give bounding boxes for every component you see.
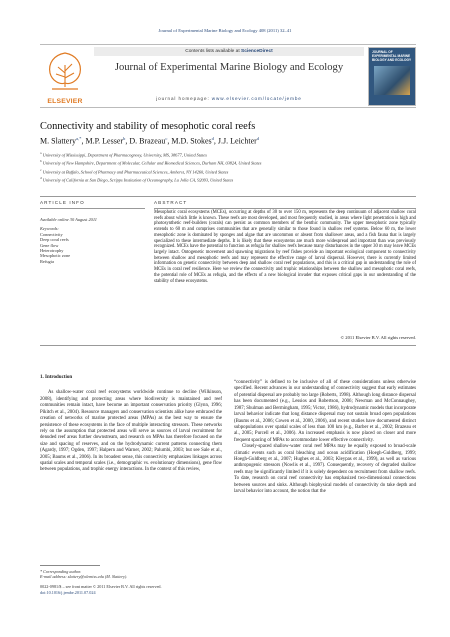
homepage-link[interactable]: www.elsevier.com/locate/jembe bbox=[211, 96, 302, 101]
body-paragraph: Closely-spaced shallow-water coral reef MPAs may be equally exposed to broad-scale climatic events such as coral bleaching and ocean acidification (Hoegh-Guldberg, 1999; Hoegh-Guldberg et al., 2007; Hughes et al., 2003; Kleypas et al., 1999), as well as various anthropogenic stressors (Nowlis et al., 1997). Consequently, recovery of degraded shallow reefs may be significantly limited if it is solely dependent on recruitment from shallow reefs. To date, research on coral reef connectivity has emphasized two-dimensional connections between sources and sinks. Although biophysical models of connectivity do take depth and larval behavior into account, the notion that the bbox=[234, 444, 416, 495]
article-history: Available online 30 August 2011 bbox=[40, 217, 97, 222]
cover-photo bbox=[374, 66, 410, 95]
divider bbox=[40, 345, 416, 346]
author-affil-link[interactable]: b bbox=[123, 136, 126, 141]
journal-banner bbox=[40, 44, 416, 108]
cover-title: JOURNAL OF EXPERIMENTAL MARINE BIOLOGY AND ECOLOGY bbox=[372, 50, 412, 62]
article-info bbox=[40, 217, 145, 264]
section-heading: 1. Introduction bbox=[40, 375, 73, 380]
affiliation: $^a$ University of Mississippi, Department of Pharmacognosy, University, MS, 38677, United States bbox=[40, 151, 207, 158]
body-paragraph: “connectivity” is defined to be inclusive of all of these considerations unless otherwise specified. Recent advances in our understanding of connectivity suggest that early estimates of potential dispersal are probably too large (Roberts, 1998). Although long distance dispersal has been documented (e.g., Lessios and Robertson, 2006; Newman and McConnaughey, 1987; Shulman and Bermingham, 1995; Victor, 1986), hydrodynamic models that incorporate larval behavior indicate that long distance dispersal may not sustain broad open populations (Baums et al., 2006; Cowen et al., 2000, 2006), and recent studies have documented distinct subpopulations over spatial scales of less than 100 km (e.g., Barber et al., 2002; Brazeau et al., 2005; Purcell et al., 2006). An increased emphasis is now placed on closer and more frequent spacing of MPAs to accommodate lower effective connectivity. bbox=[234, 380, 416, 443]
publisher-name: ELSEVIER bbox=[47, 98, 83, 105]
body-paragraph: As shallow-water coral reef ecosystems worldwide continue to decline (Wilkinson, 2008), identifying and protecting areas where biodiversity is maintained and reef communities remain intact, have become an important conservation priority (Glynn, 1996; Pikitch et al., 2004). Resource managers and conservation scientists alike have embraced the creation of networks of marine protected areas (MPAs) as the best way to ensure the persistence of these ecosystems in the face of multiple interacting stressors. These networks rely on the assumption that protected areas will serve as sources of larval recruitment for denuded reef areas further downstream, and research on MPAs has therefore focused on the size and spacing of reserves, and on the hydrodynamic current patterns connecting them (Agardy, 1997; Ogden, 1997; Halpern and Warner, 2002; Palumbi, 2003; but see Sale et al., 2005; Baums et al., 2006). In its broadest sense, this connectivity emphasizes linkages across spatial scales and temporal scales (i.e., demographic vs. evolutionary dimensions), gene flow between populations, and trophic energy interactions. In the context of this review, bbox=[40, 390, 222, 473]
journal-title: Journal of Experimental Marine Biology and Ecology bbox=[114, 62, 344, 73]
keyword: Heterotrophy bbox=[40, 248, 64, 254]
author: D. Brazeau bbox=[129, 136, 166, 146]
footnotes bbox=[40, 565, 222, 595]
elsevier-logo[interactable] bbox=[40, 47, 90, 105]
article-info-label: ARTICLE INFO bbox=[40, 200, 85, 205]
footnote-rule bbox=[40, 565, 100, 566]
author-affil-link[interactable]: d bbox=[256, 136, 260, 141]
journal-citation[interactable]: Journal of Experimental Marine Biology and Ecology 408 (2011) 32–41 bbox=[158, 28, 292, 33]
author-affil-link[interactable]: c bbox=[165, 136, 168, 141]
keyword: Deep coral reefs bbox=[40, 237, 69, 243]
doi-link[interactable]: doi:10.1016/j.jembe.2011.07.024 bbox=[40, 589, 96, 595]
divider bbox=[40, 196, 416, 197]
corresponding-author-note: * Corresponding author. bbox=[40, 569, 82, 574]
body-column-right bbox=[234, 380, 416, 496]
keyword: Gene flow bbox=[40, 242, 59, 248]
homepage-prefix: journal homepage: bbox=[156, 96, 212, 101]
abstract-label: ABSTRACT bbox=[154, 200, 188, 205]
author-affil-link[interactable]: d bbox=[211, 136, 214, 141]
author: M. Slattery bbox=[40, 136, 76, 146]
journal-center bbox=[94, 45, 364, 105]
author: M.D. Stokes bbox=[171, 136, 212, 146]
contents-prefix: Contents lists available at bbox=[185, 49, 241, 54]
keyword: Refugia bbox=[40, 258, 54, 264]
keywords-label: Keywords: bbox=[40, 226, 59, 232]
journal-cover-image[interactable] bbox=[368, 47, 416, 106]
divider bbox=[154, 208, 416, 209]
email-address[interactable]: E-mail address: slattery@olemiss.edu (M. Slattery). bbox=[40, 574, 128, 580]
affiliation: $^b$ University of New Hampshire, Department of Molecular, Cellular and Biomedical Sciences, Durham NH, 03824, United States bbox=[40, 159, 262, 166]
keyword: Connectivity bbox=[40, 231, 63, 237]
author-list: M. Slattery$^{a,*}$, M.P. Lesser$^b$, D. Brazeau$^c$, M.D. Stokes$^d$, J.J. Leichter$^d$ bbox=[40, 136, 260, 146]
elsevier-tree-icon bbox=[40, 47, 90, 95]
article-title: Connectivity and stability of mesophotic coral reefs bbox=[40, 121, 256, 132]
copyright: © 2011 Elsevier B.V. All rights reserved. bbox=[340, 335, 416, 340]
keyword: Mesophotic zone bbox=[40, 253, 71, 259]
journal-homepage bbox=[94, 96, 364, 101]
body-column-left bbox=[40, 375, 222, 474]
divider bbox=[40, 208, 145, 209]
affiliation: $^d$ University of California at San Diego, Scripps Institution of Oceanography, La Jolla CA, 92093, United States bbox=[40, 176, 234, 183]
abstract-text: Mesophotic coral ecosystems (MCEs), occurring at depths of 30 to over 150 m, represents the deep continuum of adjacent shallow coral reefs about which little is known. These reefs are most developed, and most frequently studied, in areas where light penetration is high and photosynthetic reef-builders (corals) can persist as common members of the benthic community. The upper mesophotic zone typically extends to 60 m and comprises communities that are generally similar to those found in shallow reef systems. Below 60 m, the lower mesophotic zone is dominated by sponges and algae that are uncommon or absent from shallower areas, and a fish fauna that is largely specialized to these intermediate depths. It is likely that these ecosystems are much more widespread and important than was previously recognized. MCEs have the potential to function as refugia for shallow reefs because many disturbances in the upper 30 m may leave MCEs largely intact. Ontogenetic movement and spawning migrations by reef fishes provide an important ecological component to connectivity between shallow and mesophotic reefs and may represent the effective range of larval dispersal. However, there is currently limited information on genetic connectivity between deep and shallow coral reef populations, and this is a critical gap in understanding the role of MCEs in coral reef resilience. Here we review the connectivity and trophic relationships between the shallow and mesophotic coral reefs, the potential role of MCEs as refugia, and the effects of a new biological invader that exposes critical gaps in our understanding of the stability of these ecosystems. bbox=[154, 210, 416, 284]
contents-bar bbox=[94, 47, 364, 56]
author-affil-link[interactable]: a,* bbox=[76, 136, 82, 141]
author: J.J. Leichter bbox=[217, 136, 257, 146]
affiliations bbox=[40, 150, 420, 184]
sciencedirect-link[interactable]: ScienceDirect bbox=[241, 49, 273, 54]
author: M.P. Lesser bbox=[85, 136, 124, 146]
affiliation: $^c$ University at Buffalo, School of Pharmacy and Pharmaceutical Sciences, Amherst, NY 14260, United States bbox=[40, 167, 229, 175]
issn-line: 0022-0981/$ – see front matter © 2011 Elsevier B.V. All rights reserved. bbox=[40, 584, 162, 590]
